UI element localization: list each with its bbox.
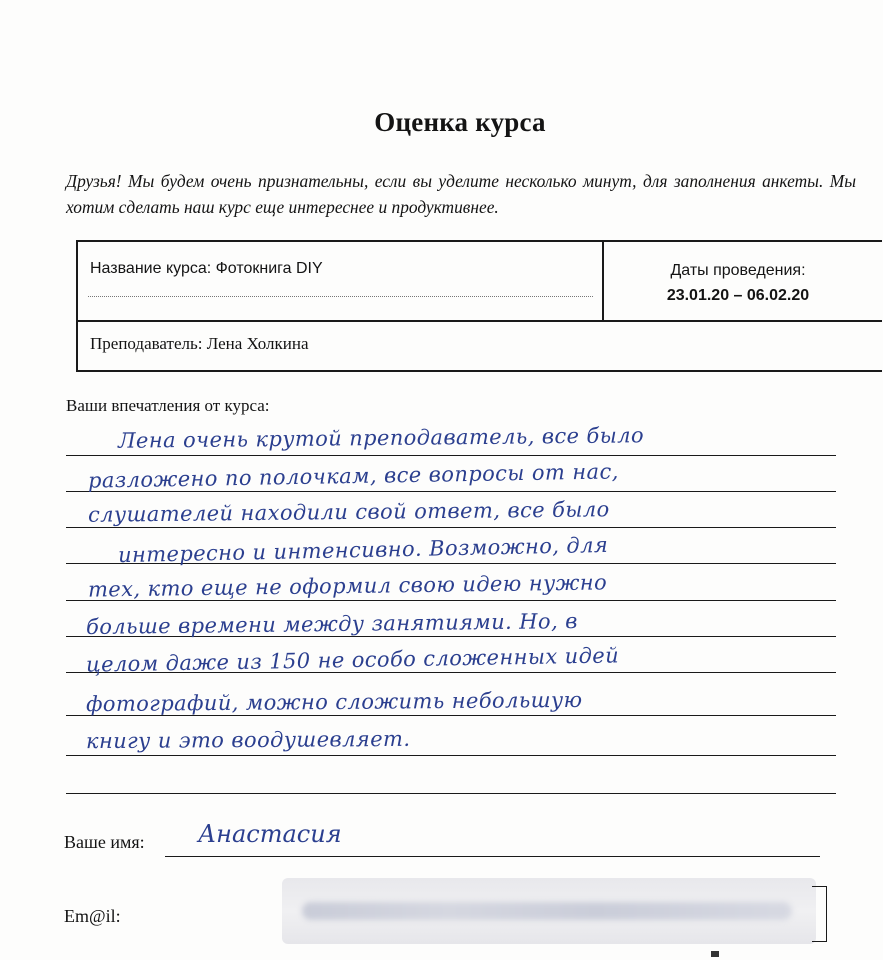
course-info-box (76, 240, 882, 372)
handwritten-line: тех, кто еще не оформил свою идею нужно (87, 570, 608, 602)
handwritten-line: интересно и интенсивно. Возможно, для (117, 532, 609, 568)
teacher-field: Преподаватель: Лена Холкина (90, 334, 309, 353)
handwritten-line: целом даже из 150 не особо сложенных идей (85, 643, 620, 677)
form-intro: Друзья! Мы будем очень признательны, если вы уделите несколько минут, для заполнения анкеты. Мы хотим сделать наш курс еще интереснее и продуктивнее. (66, 171, 856, 217)
email-blur-smudge (302, 902, 792, 920)
email-field-bracket (812, 886, 827, 942)
ruled-line (66, 455, 836, 456)
ruled-line (66, 755, 836, 756)
impressions-label: Ваши впечатления от курса: (66, 396, 270, 415)
dates-label: Даты проведения: (670, 262, 806, 279)
email-redacted-blur (282, 878, 816, 944)
info-box-column-divider (602, 242, 604, 320)
ruled-line (66, 527, 836, 528)
ruled-line (66, 491, 836, 492)
edge-mark (711, 951, 719, 957)
course-name-dotted-line (88, 296, 593, 297)
form-title: Оценка курса (374, 107, 546, 137)
handwritten-line: разложено по полочкам, все вопросы от нас, (87, 459, 619, 493)
handwritten-line: книгу и это воодушевляет. (85, 726, 411, 754)
handwritten-line: слушателей находили свой ответ, все было (87, 497, 610, 527)
handwritten-line: больше времени между занятиями. Но, в (85, 608, 578, 640)
handwritten-line: Лена очень крутой преподаватель, все было (117, 423, 645, 453)
email-label: Em@il: (64, 906, 121, 926)
name-value: Анастасия (198, 820, 342, 848)
name-rule (165, 856, 820, 857)
name-label: Ваше имя: (64, 832, 145, 852)
ruled-line (66, 793, 836, 794)
info-box-row-divider (78, 320, 882, 322)
handwritten-line: фотографий, можно сложить небольшую (85, 687, 583, 717)
course-name-field: Название курса: Фотокнига DIY (90, 260, 323, 277)
dates-value: 23.01.20 – 06.02.20 (666, 287, 810, 304)
